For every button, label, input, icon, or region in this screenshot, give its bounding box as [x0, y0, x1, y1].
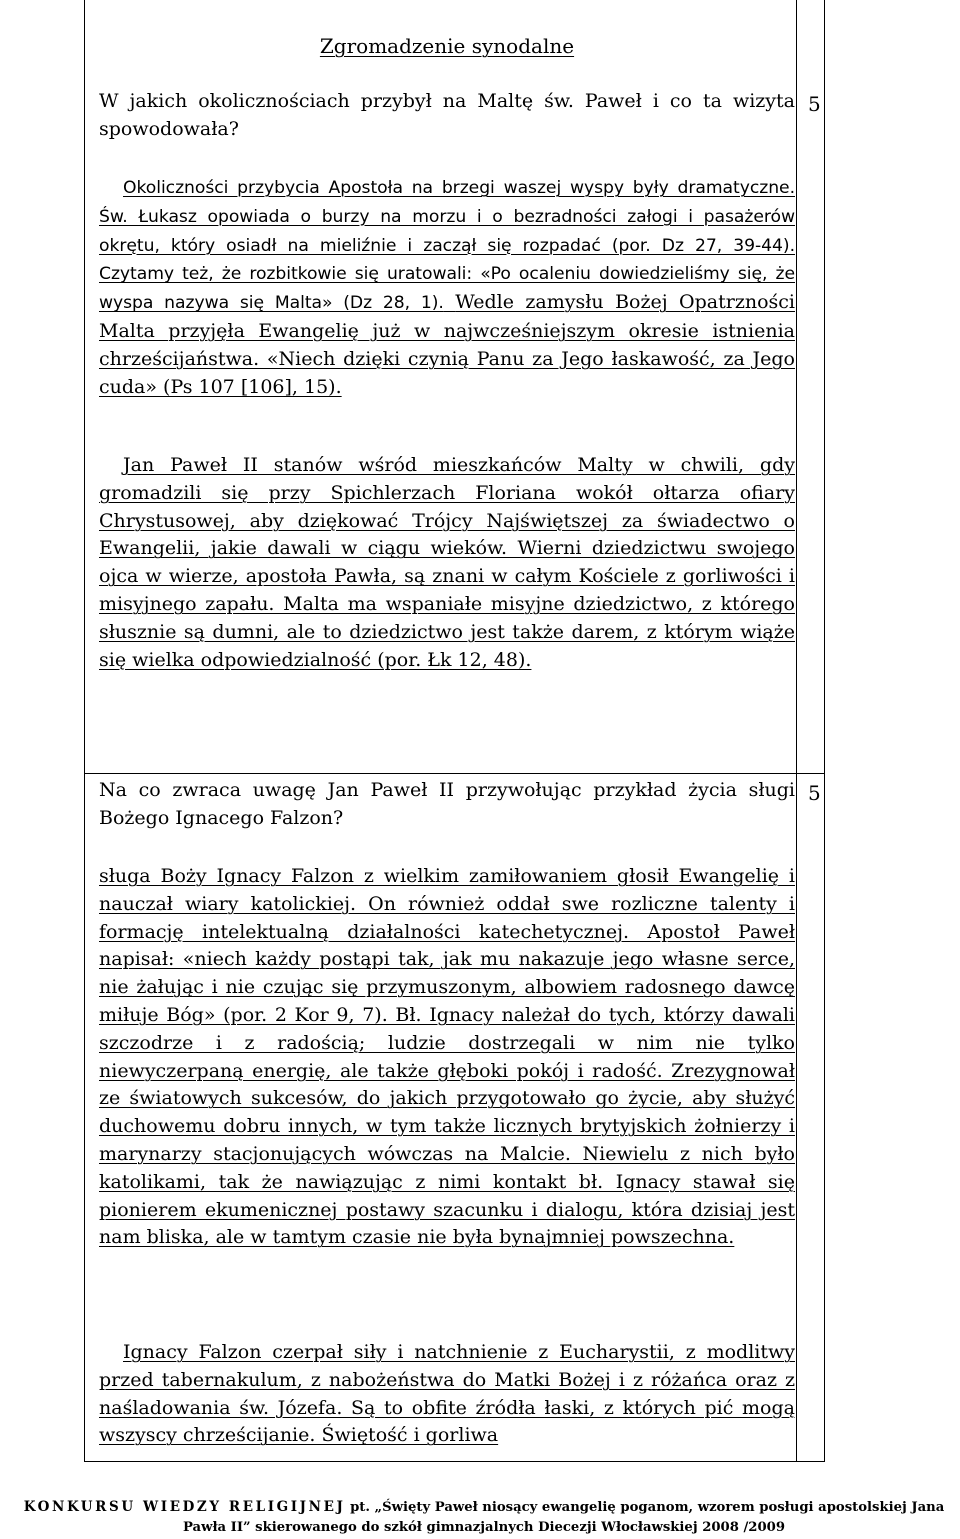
footer-contest-name: KONKURSU WIEDZY RELIGIJNEJ — [23, 1499, 346, 1515]
table-border-left — [84, 0, 85, 1462]
answer-1-paragraph-1 — [99, 174, 795, 401]
answer-2-paragraph-1: sługa Boży Ignacy Falzon z wielkim zamiłowaniem głosił Ewangelię i nauczał wiary katolickiej. On również oddał swe rozliczne talenty i formację intelektualną działalności katechetycznej. Apostoł Paweł napisał: «niech każdy postąpi tak, jak mu nakazuje jego własne serce, nie żałując i nie czując się przymuszonym, albowiem radosnego dawcę miłuje Bóg» (por. 2 Kor 9, 7). Bł. Ignacy należał do tych, którzy dawali szczodrze i z radością; ludzie dostrzegali w nim nie tylko niewyczerpaną energię, ale także głęboki pokój i radość. Zrezygnował ze światowych sukcesów, do jakich przygotowało go życie, aby służyć duchowemu dobru innych, w tym także licznych brytyjskich żołnierzy i marynarzy stacjonujących wówczas na Malcie. Niewielu z nich było katolikami, tak że nawiązując z nimi kontakt bł. Ignacy stawał się pionierem ekumenicznej postawy szacunku i dialogu, która dzisiaj jest nam bliska, ale w tamtym czasie nie była bynajmniej powszechna. — [99, 865, 795, 1249]
table-border-right — [824, 0, 825, 1462]
question-2-block — [99, 777, 795, 833]
table-bottom-border — [84, 1461, 825, 1462]
question-1-block — [99, 88, 795, 144]
answer-1-paragraph-2: Jan Paweł II stanów wśród mieszkańców Malty w chwili, gdy gromadzili się przy Spichlerzach Floriana wokół ołtarza ofiary Chrystusowej, aby dziękować Trójcy Najświętszej za świadectwo o Ewangelii, jakie dawali w ciągu wieków. Wierni dziedzictwu swojego ojca w wierze, apostoła Pawła, są znani w całym Kościele z gorliwości i misyjnego zapału. Malta ma wspaniałe misyjne dziedzictwo, z którego słusznie są dumni, ale to dziedzictwo jest także darem, z którym wiąże się wielka odpowiedzialność (por. Łk 12, 48). — [99, 454, 795, 671]
question-2-text: Na co zwraca uwagę Jan Paweł II przywołując przykład życia sługi Bożego Ignacego Falzon? — [99, 779, 795, 829]
answer-2-block — [99, 863, 795, 1252]
question-2-points: 5 — [808, 781, 821, 805]
section-title: Zgromadzenie synodalne — [319, 34, 575, 58]
page-footer — [14, 1497, 954, 1538]
footer-subtitle-1: pt. „Święty Paweł niosący ewangelię poganom, wzorem posługi apostolskiej Jana — [350, 1500, 945, 1515]
answer-1-block — [99, 174, 795, 401]
table-column-divider — [796, 0, 797, 1462]
answer-1-block-2 — [99, 452, 795, 674]
table-row-divider — [84, 773, 825, 774]
footer-line-2: Pawła II” skierowanego do szkół gimnazjalnych Diecezji Włocławskiej 2008 /2009 — [182, 1520, 786, 1535]
question-1-text: W jakich okolicznościach przybył na Maltę św. Paweł i co ta wizyta spowodowała? — [99, 90, 795, 140]
answer-2-paragraph-2: Ignacy Falzon czerpał siły i natchnienie z Eucharystii, z modlitwy przed tabernakulum, z nabożeństwa do Matki Bożej i z różańca oraz z naśladowania św. Józefa. Są to obfite źródła łaski, z których pić mogą wszyscy chrześcijanie. Świętość i gorliwa — [99, 1341, 795, 1447]
footer-line-1 — [14, 1497, 954, 1518]
question-1-points: 5 — [808, 92, 821, 116]
answer-1-part-2: Wedle zamysłu Bożej Opatrzności Malta przyjęła Ewangelię już w najwcześniejszym okresie istnienia chrześcijaństwa. «Niech dzięki czynią Panu za Jego łaskawość, za Jego cuda» (Ps 107 [106], 15). — [99, 291, 795, 398]
answer-2-block-2 — [99, 1339, 795, 1450]
answer-1-part-1: Okoliczności przybycia Apostoła na brzegi waszej wyspy były dramatyczne. Św. Łukasz opowiada o burzy na morzu i o bezradności załogi i pasażerów okrętu, który osiadł na mieliźnie i zaczął się rozpadać (por. Dz 27, 39-44). Czytamy też, że rozbitkowie się uratowali: «Po ocaleniu dowiedzieliśmy się, że wyspa nazywa się Malta» (Dz 28, 1). — [99, 178, 795, 314]
